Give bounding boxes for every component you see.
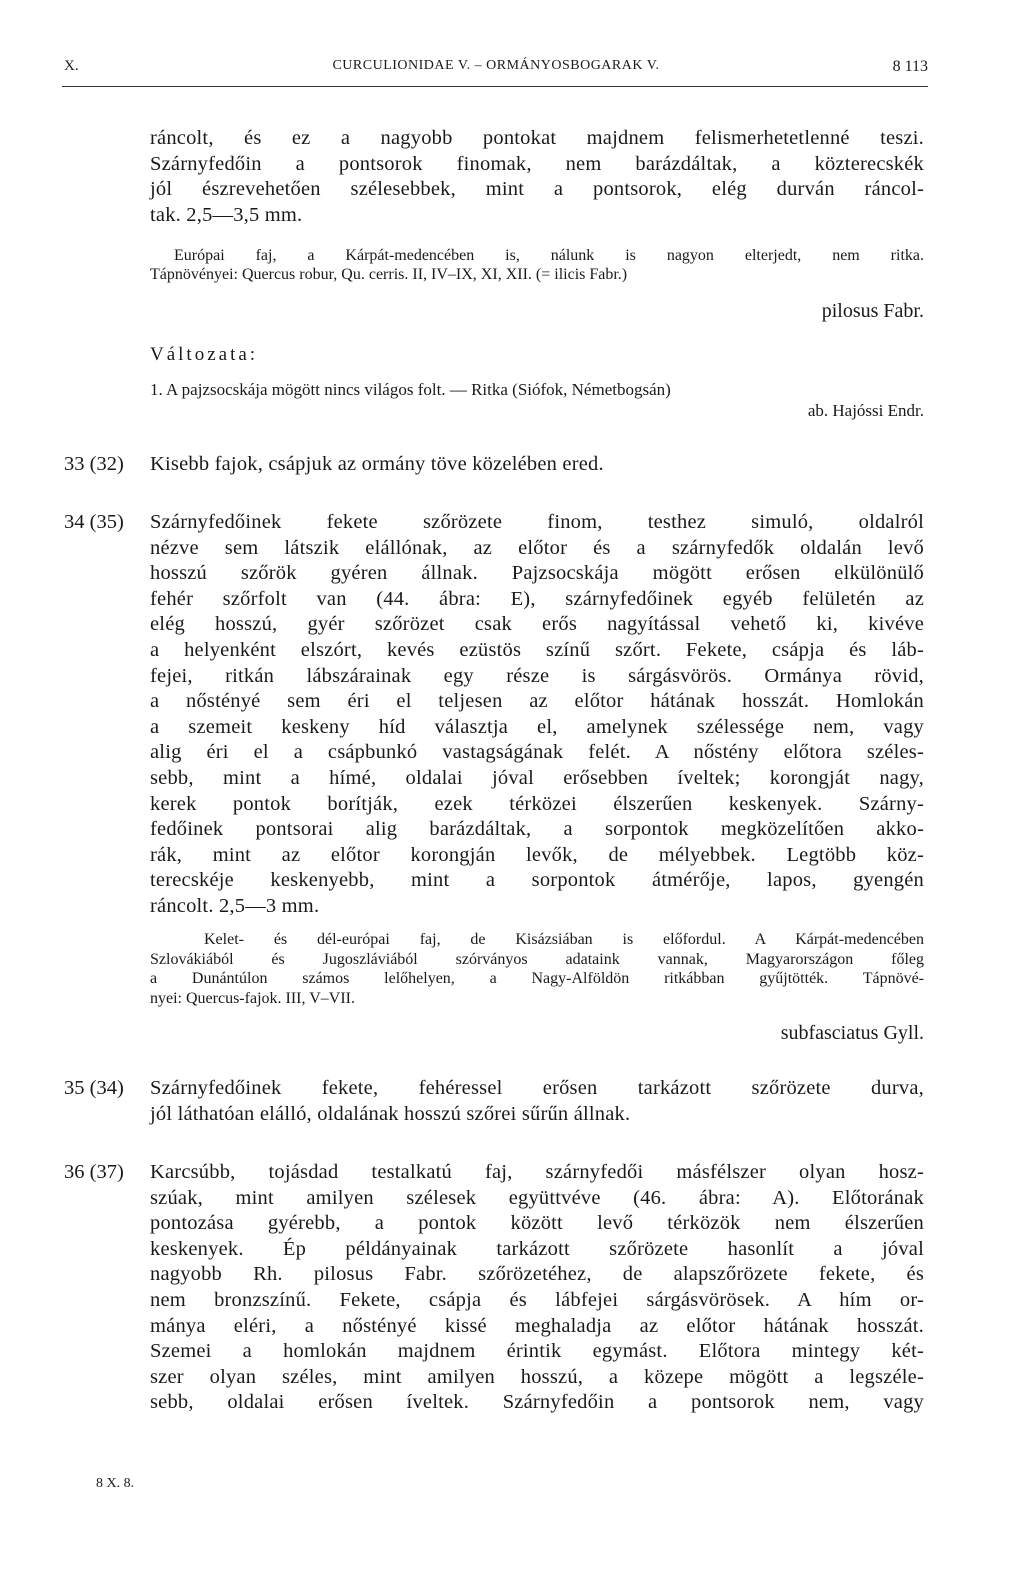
text-line: keskenyek. Ép példányainak tarkázott szőrözete hasonlít a jóval — [150, 1237, 924, 1260]
species-name: subfasciatus Gyll. — [780, 1022, 924, 1044]
couplet-34-text — [150, 510, 924, 920]
text-line: sebb, oldalai erősen íveltek. Szárnyfedőin a pontsorok nem, vagy — [150, 1391, 924, 1414]
text-line: nagyobb Rh. pilosus Fabr. szőrözetéhez, de alapszőrözete fekete, és — [150, 1263, 924, 1286]
text-line: nyei: Quercus-fajok. III, V–VII. — [150, 989, 355, 1007]
page-number: 8 113 — [892, 58, 928, 75]
text-line: a szemeit keskeny híd választja el, amelynek szélessége nem, vagy — [150, 715, 924, 738]
text-line: hosszú szőrök gyéren állnak. Pajzsocskája mögött erősen elkülönülő — [150, 562, 924, 585]
couplet-number: 36 (37) — [64, 1161, 124, 1183]
text-line: tak. 2,5—3,5 mm. — [150, 203, 303, 226]
text-line: fehér szőrfolt van (44. ábra: E), szárnyfedőinek egyéb felületén az — [150, 587, 924, 610]
couplet-35-text — [150, 1076, 924, 1127]
text-line: szúak, mint amilyen szélesek együttvéve (46. ábra: A). Előtorának — [150, 1186, 924, 1209]
text-line: elég hosszú, gyér szőrözet csak erős nagyítással vehető ki, kivéve — [150, 613, 924, 636]
distribution-note-2 — [204, 930, 924, 949]
text-line: nem bronzszínű. Fekete, csápja és lábfejei sárgásvörösek. A hím or- — [150, 1288, 924, 1311]
header-rule — [62, 86, 928, 87]
species-name: pilosus Fabr. — [821, 300, 924, 322]
paragraph-1 — [150, 126, 924, 228]
text-line: ráncolt. 2,5—3 mm. — [150, 894, 320, 917]
running-header — [64, 58, 928, 84]
text-line: jól láthatóan elálló, oldalának hosszú szőrei sűrűn állnak. — [150, 1102, 631, 1125]
text-line: ráncolt, és ez a nagyobb pontokat majdnem felismerhetetlenné teszi. — [150, 127, 924, 149]
text-line: Szárnyfedőinek fekete, fehéressel erősen tarkázott szőrözete durva, — [150, 1077, 924, 1099]
text-line: a Dunántúlon számos lelőhelyen, a Nagy-Alföldön ritkábban gyűjtötték. Tápnövé- — [150, 970, 924, 988]
couplet-36-text — [150, 1160, 924, 1416]
text-line: kerek pontok borítják, ezek térközei élszerűen keskenyek. Szárny- — [150, 792, 924, 815]
text-line: Szlovákiából és Jugoszláviából szórványos adataink vannak, Magyarországon főleg — [150, 951, 924, 968]
text-line: Kelet- és dél-európai faj, de Kisázsiában is előfordul. A Kárpát-medencében — [204, 931, 924, 948]
text-line: fedőinek pontsorai alig barázdáltak, a sorpontok megközelítően akko- — [150, 818, 924, 841]
text-line: a helyenként elszórt, kevés ezüstös színű szőrt. Fekete, csápja és láb- — [150, 638, 924, 661]
text-line: Európai faj, a Kárpát-medencében is, nálunk is nagyon elterjedt, nem ritka. — [174, 247, 924, 264]
volume-number: X. — [64, 58, 79, 74]
text-line: a nőstényé sem éri el teljesen az előtor hátának hosszát. Homlokán — [150, 690, 924, 713]
variety-author: ab. Hajóssi Endr. — [807, 401, 924, 420]
running-title: CURCULIONIDAE V. – ORMÁNYOSBOGARAK V. — [332, 58, 660, 73]
couplet-number: 33 (32) — [64, 453, 124, 475]
text-line: alig éri el a csápbunkó vastagságának felét. A nőstény előtora széles- — [150, 741, 924, 764]
text-line: Karcsúbb, tojásdad testalkatú faj, szárnyfedői másfélszer olyan hosz- — [150, 1161, 924, 1183]
variety-line: 1. A pajzsocskája mögött nincs világos folt. — Ritka (Siófok, Németbogsán) — [150, 380, 671, 399]
text-line: sebb, mint a hímé, oldalai jóval erősebben íveltek; korongját nagy, — [150, 766, 924, 789]
text-line: Tápnövényei: Quercus robur, Qu. cerris. II, IV–IX, XI, XII. (= ilicis Fabr.) — [150, 266, 628, 284]
text-line: Szárnyfedőinek fekete szőrözete finom, testhez simuló, oldalról — [150, 511, 924, 533]
text-line: pontozása gyérebb, a pontok között levő térközök nem élszerűen — [150, 1212, 924, 1235]
text-line: fejei, ritkán lábszárainak egy része is sárgásvörös. Ormánya rövid, — [150, 664, 924, 687]
text-line: Szárnyfedőin a pontsorok finomak, nem barázdáltak, a közterecskék — [150, 152, 924, 175]
variety-heading: Változata: — [150, 344, 259, 365]
signature-mark: 8 X. 8. — [96, 1476, 135, 1491]
text-line: terecskéje keskenyebb, mint a sorpontok átmérője, lapos, gyengén — [150, 869, 924, 892]
distribution-note-2-cont — [150, 950, 924, 1008]
couplet-33-text: Kisebb fajok, csápjuk az ormány töve közelében ered. — [150, 453, 604, 475]
text-line: rák, mint az előtor korongján levők, de mélyebbek. Legtöbb köz- — [150, 843, 924, 866]
couplet-number: 35 (34) — [64, 1077, 124, 1099]
text-line: Szemei a homlokán majdnem érintik egymást. Előtora mintegy két- — [150, 1340, 924, 1363]
text-line: szer olyan széles, mint amilyen hosszú, a közepe mögött a legszéle- — [150, 1365, 924, 1388]
text-line: nézve sem látszik elállónak, az előtor és a szárnyfedők oldalán levő — [150, 536, 924, 559]
couplet-number: 34 (35) — [64, 511, 124, 533]
text-line: mánya eléri, a nőstényé kissé meghaladja az előtor hátának hosszát. — [150, 1314, 924, 1337]
text-line: jól észrevehetően szélesebbek, mint a pontsorok, elég durván ráncol- — [150, 178, 924, 201]
distribution-note-1 — [150, 246, 924, 285]
